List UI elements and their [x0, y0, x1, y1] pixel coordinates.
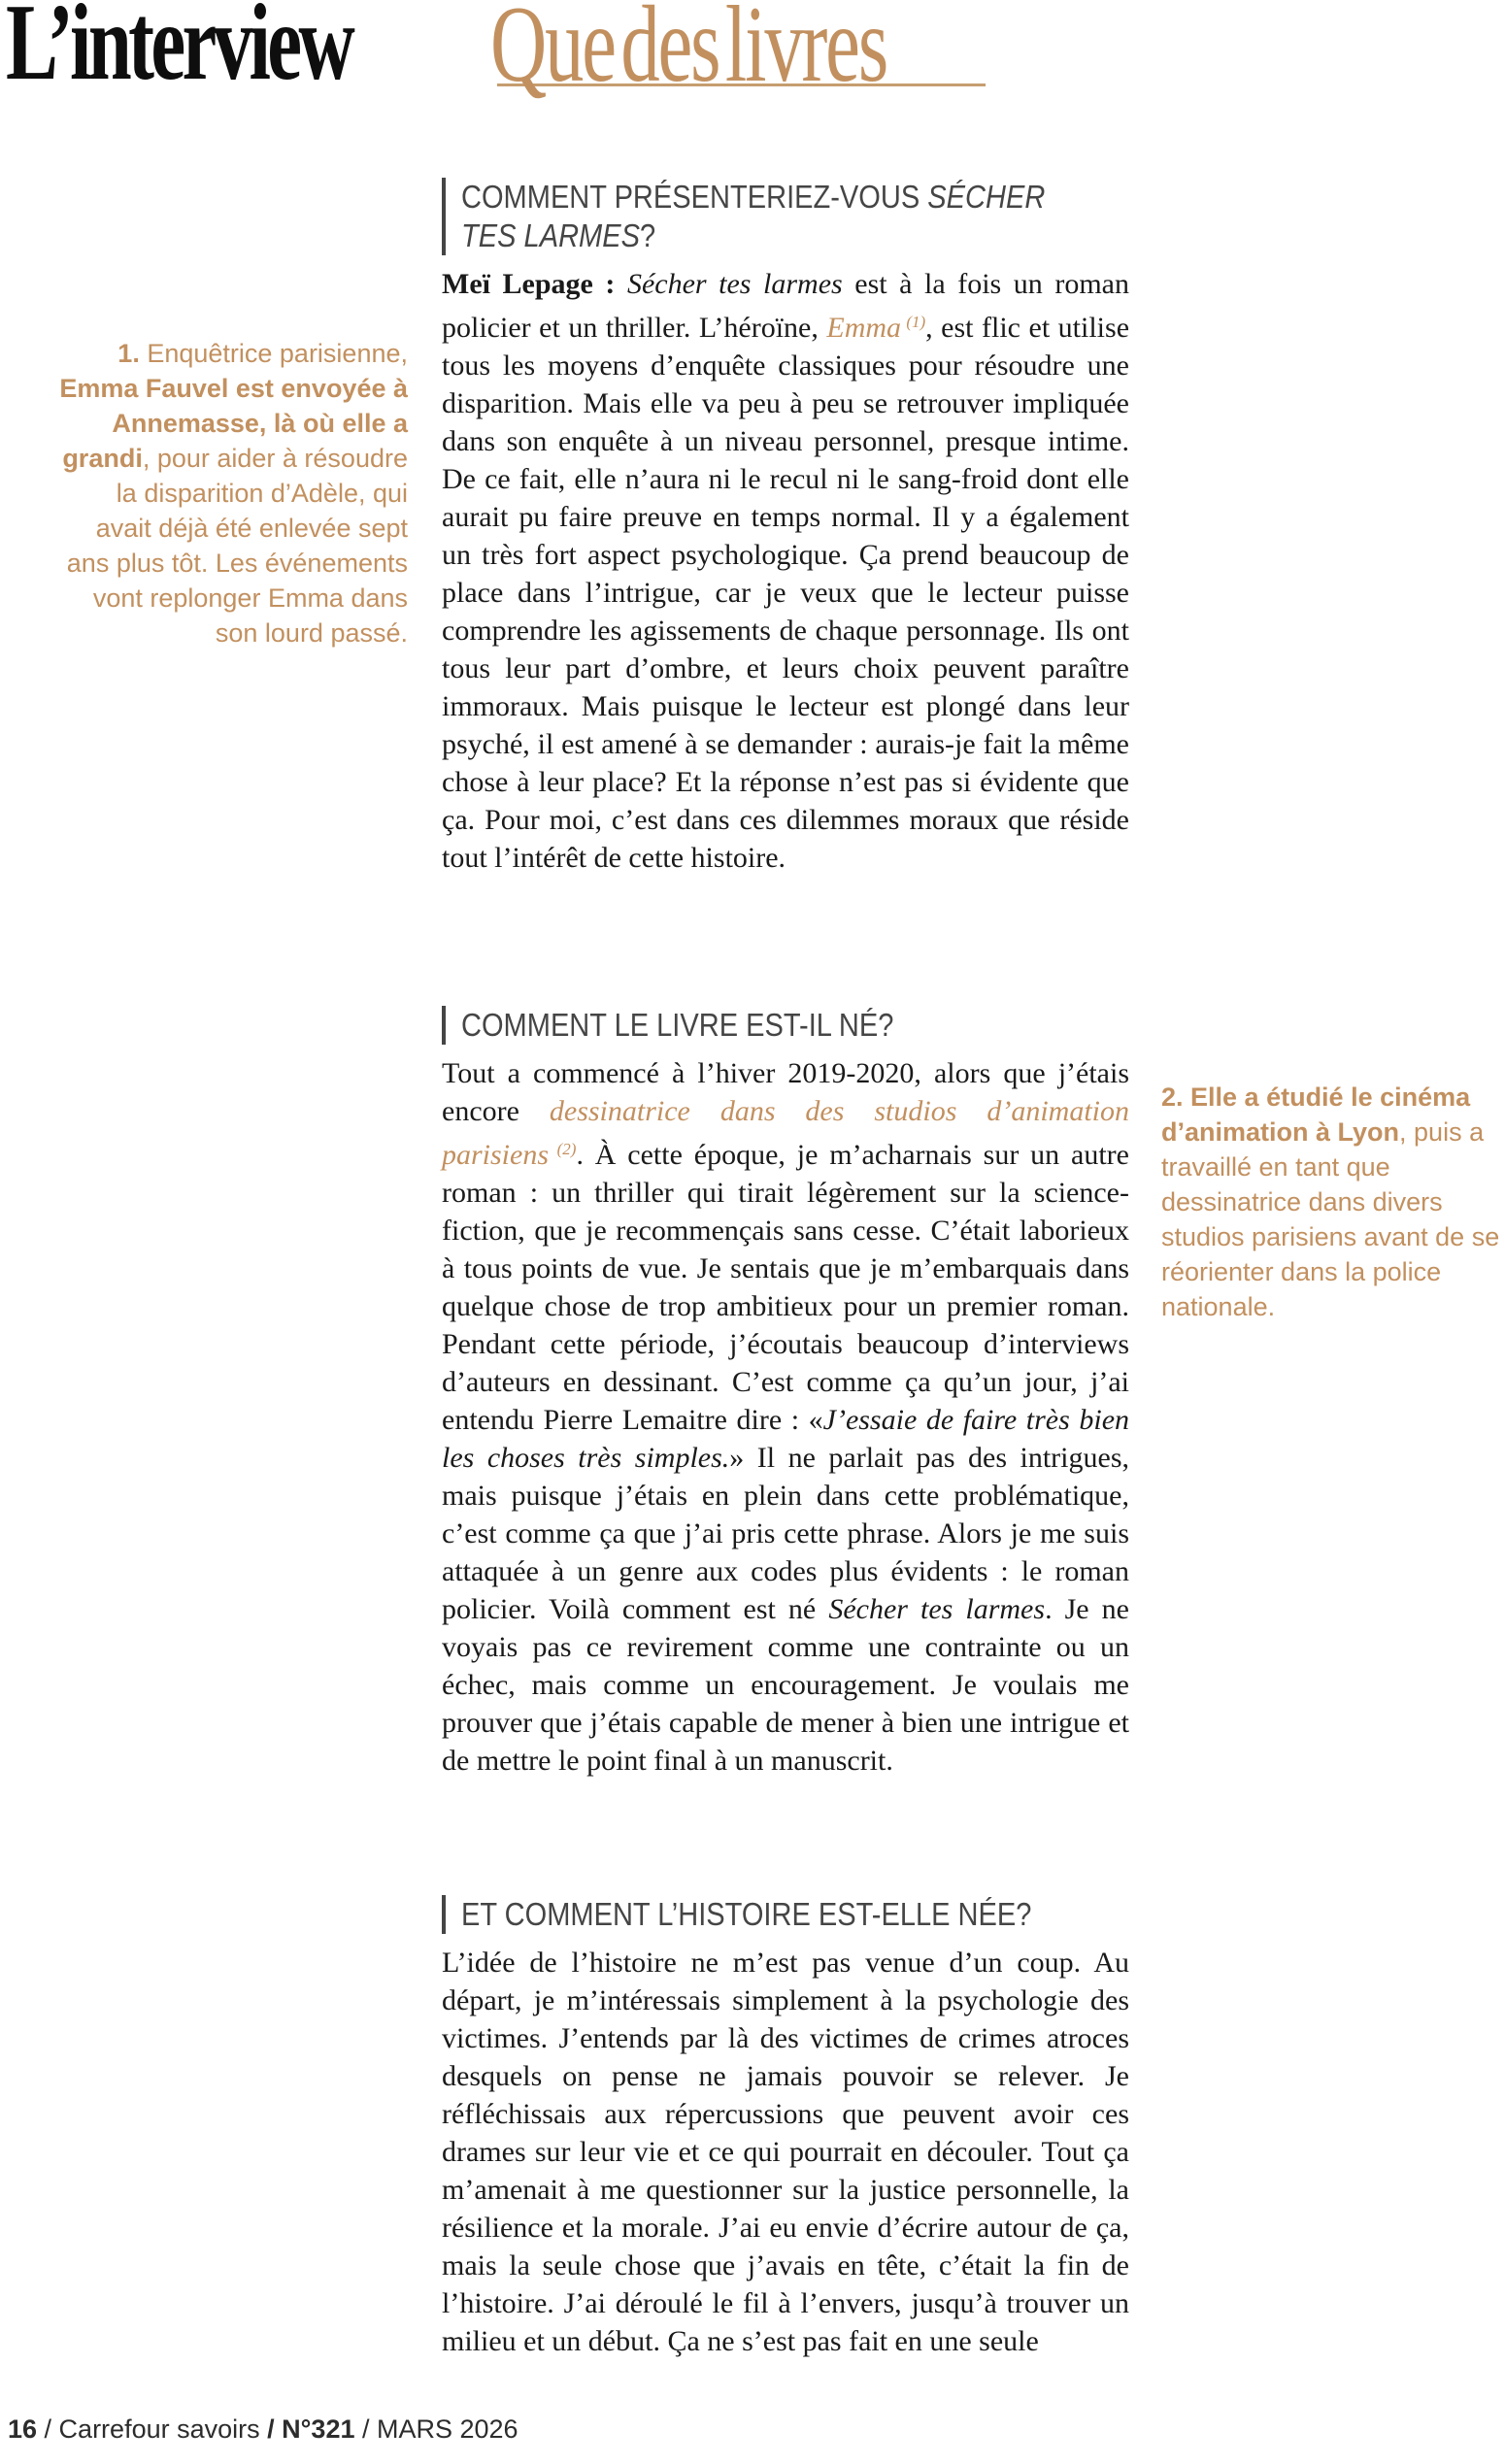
rubric-title: Que des livres — [490, 0, 887, 105]
magazine-header — [0, 0, 1505, 117]
question-section-3 — [442, 1895, 1129, 2360]
margin-note-2: 2. Elle a étudié le cinéma d’animation à Lyon, puis a travaillé en tant que dessinatrice dans divers studios parisiens avant de se réorienter dans la police nationale. — [1161, 1082, 1500, 1321]
answer-1-paragraph: Meï Lepage : Sécher tes larmes est à la fois un roman policier et un thriller. L’héroïne, Emma $^{(1)}$, est flic et utilise tous les moyens d’enquête classiques pour résoudre une disparition. Mais elle va peu à peu se retrouver impliquée dans son enquête à un niveau personnel, presque intime. De ce fait, elle n’aura ni le recul ni le sang-froid dont elle aurait pu faire preuve en temps normal. Il y a également un très fort aspect psychologique. Ça prend beaucoup de place dans l’intrigue, car je veux que le lecteur puisse comprendre les agissements de chaque personnage. Ils ont tous leur part d’ombre, et leurs choix peuvent paraître immoraux. Mais puisque le lecteur est plongé dans leur psyché, il est amené à se demander : aurais-je fait la même chose à leur place? Et la réponse n’est pas si évidente que ça. Pour moi, c’est dans ces dilemmes moraux que réside tout l’intérêt de cette histoire. — [442, 268, 1130, 874]
answer-2-paragraph: Tout a commencé à l’hiver 2019-2020, alors que j’étais encore dessinatrice dans des studios d’animation parisiens $^{(2)}$. À cette époque, je m’acharnais sur un autre roman : un thriller qui tirait légèrement sur la science-fiction, que je recommençais sans cesse. C’était laborieux à tous points de vue. Je sentais que je m’embarquais dans quelque chose de trop ambitieux pour un premier roman. Pendant cette période, j’écoutais beaucoup d’interviews d’auteurs en dessinant. C’est comme ça qu’un jour, j’ai entendu Pierre Lemaitre dire : «J’essaie de faire très bien les choses très simples.» Il ne parlait pas des intrigues, mais puisque j’étais en plein dans cette problématique, c’est comme ça que j’ai pris cette phrase. Alors je me suis attaquée à un genre aux codes plus évidents : le roman policier. Voilà comment est né Sécher tes larmes. Je ne voyais pas ce revirement comme une contrainte ou un échec, mais comme un encouragement. Je voulais me prouver que j’étais capable de mener à bien une intrigue et de mettre le point final à un manuscrit. — [442, 1057, 1130, 1777]
question-2-heading-text: COMMENT LE LIVRE EST-IL NÉ? — [461, 1007, 894, 1043]
question-1-heading-text: COMMENT PRÉSENTERIEZ-VOUS SÉCHER TES LARMES? — [461, 179, 1046, 253]
section-title: L’interview — [6, 0, 352, 103]
question-3-heading-text: ET COMMENT L’HISTOIRE EST-ELLE NÉE? — [461, 1896, 1032, 1932]
question-section-1 — [442, 178, 1129, 877]
page-footer: 16 / Carrefour savoirs / N°321 / MARS 2026 — [8, 2414, 518, 2444]
question-2-heading — [442, 1006, 1129, 1045]
question-3-heading — [442, 1895, 1129, 1934]
question-1-heading — [442, 178, 1129, 255]
question-section-2 — [442, 1006, 1129, 1780]
answer-3-paragraph: L’idée de l’histoire ne m’est pas venue d’un coup. Au départ, je m’intéressais simplement à la psychologie des victimes. J’entends par là des victimes de crimes atroces desquels on pense ne jamais pouvoir se relever. Je réfléchissais aux répercussions que peuvent avoir ces drames sur leur vie et ce qui pourrait en découler. Tout ça m’amenait à me questionner sur la justice personnelle, la résilience et la morale. J’ai eu envie d’écrire autour de ça, mais la seule chose que j’avais en tête, c’était la fin de l’histoire. J’ai déroulé le fil à l’envers, jusqu’à trouver un milieu et un début. Ça ne s’est pas fait en une seule — [442, 1947, 1129, 2357]
margin-note-1: 1. Enquêtrice parisienne, Emma Fauvel est envoyée à Annemasse, là où elle a grandi, pour aider à résoudre la disparition d’Adèle, qui avait déjà été enlevée sept ans plus tôt. Les événements vont replonger Emma dans son lourd passé. — [59, 339, 408, 648]
